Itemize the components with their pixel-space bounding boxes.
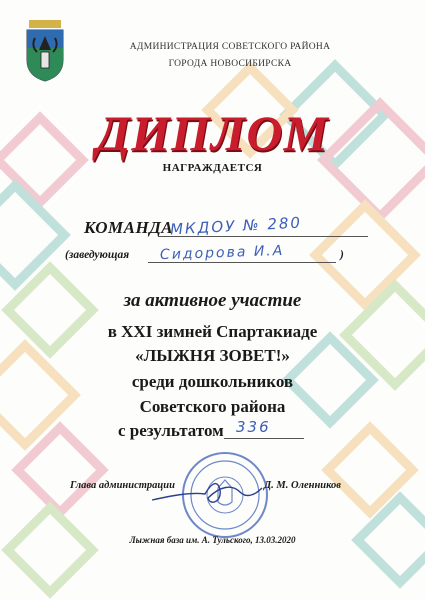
handwritten-signature	[150, 472, 265, 512]
head-close-paren: )	[340, 249, 344, 261]
footer-location-date: Лыжная база им. А. Тульского, 13.03.2020	[129, 535, 296, 545]
team-underline	[158, 236, 368, 237]
head-underline	[148, 262, 336, 263]
among-line: среди дошкольников	[131, 372, 294, 391]
awarded-label: НАГРАЖДАЕТСЯ	[162, 162, 263, 174]
diploma-title: ДИПЛОМ	[96, 105, 329, 161]
event-name-line: «ЛЫЖНЯ ЗОВЕТ!»	[135, 346, 290, 365]
novosibirsk-coat-of-arms-icon	[21, 20, 69, 82]
event-line: в XXI зимней Спартакиаде	[107, 322, 318, 341]
head-label: (заведующая	[65, 249, 130, 261]
result-underline	[224, 438, 304, 439]
head-value-handwritten: Сидорова И.А	[159, 242, 285, 264]
signer-name: Д. М. Оленников	[264, 480, 342, 491]
administration-line-2: ГОРОДА НОВОСИБИРСКА	[168, 59, 292, 69]
district-line: Советского района	[139, 397, 286, 416]
team-value-handwritten: МКДОУ № 280	[169, 213, 303, 239]
result-value-handwritten: 336	[236, 418, 271, 436]
team-label: КОМАНДА	[84, 218, 174, 237]
signature-role: Глава администрации	[70, 480, 175, 491]
result-label: с результатом	[118, 421, 224, 440]
reason-line: за активное участие	[123, 290, 302, 311]
administration-line-1: АДМИНИСТРАЦИЯ СОВЕТСКОГО РАЙОНА	[129, 42, 331, 52]
